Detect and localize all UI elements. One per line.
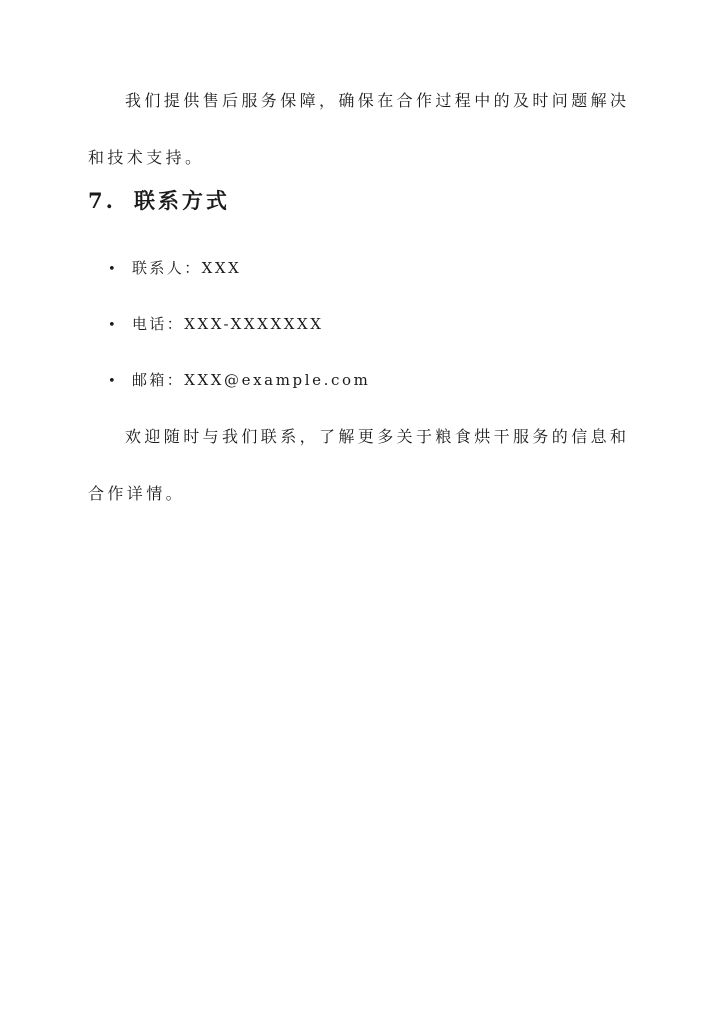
contact-item-phone bbox=[108, 305, 370, 361]
closing-paragraph: 欢迎随时与我们联系，了解更多关于粮食烘干服务的信息和合作详情。 bbox=[88, 427, 630, 503]
contact-phone-value: XXX-XXXXXXX bbox=[184, 315, 324, 333]
section-heading bbox=[88, 183, 230, 219]
contact-email-value: XXX@example.com bbox=[184, 371, 371, 389]
bullet-icon: • bbox=[108, 262, 119, 277]
bullet-icon: • bbox=[108, 318, 119, 333]
contact-person-value: XXX bbox=[201, 259, 242, 277]
contact-person-label: 联系人： bbox=[132, 259, 202, 277]
contact-email-label: 邮箱： bbox=[132, 371, 185, 389]
section-title: 联系方式 bbox=[133, 188, 230, 213]
contact-list bbox=[108, 249, 370, 417]
section-number: 7. bbox=[88, 188, 116, 213]
contact-item-person bbox=[108, 249, 370, 305]
after-sales-paragraph: 我们提供售后服务保障，确保在合作过程中的及时问题解决和技术支持。 bbox=[88, 91, 630, 167]
contact-phone-label: 电话： bbox=[132, 315, 185, 333]
bullet-icon: • bbox=[108, 374, 119, 389]
